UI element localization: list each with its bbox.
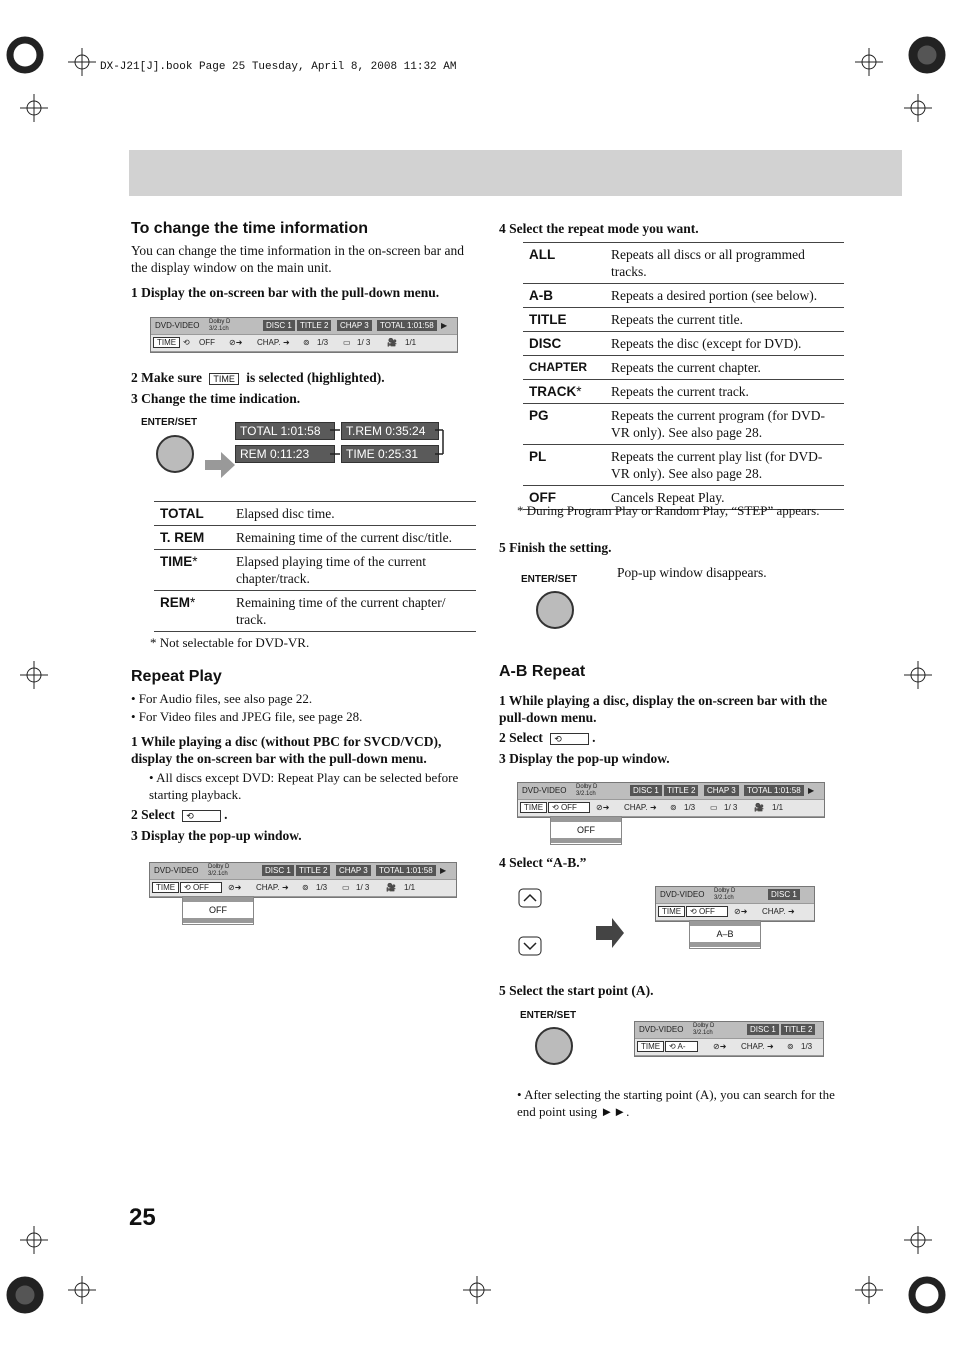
time-step2: 2 Make sure TIME is selected (highlighted). [131, 370, 385, 385]
osd-bar-2: DVD-VIDEO Dolby D 3/2.1ch DISC 1 TITLE 2 CHAP 3 TOTAL 1:01:58 ▶ TIME ⟲ OFF ⊘➜ CHAP. ➜ ⊚ 1/3 ▭ 1/ 3 🎥 1/1 [149, 862, 457, 898]
repeat-bullet2: • For Video files and JPEG file, see page 28. [131, 709, 363, 724]
up-down-buttons-icon [518, 888, 628, 958]
time-info-title: To change the time information [131, 220, 369, 237]
repeat-step2: 2 Select ⟲ . [131, 807, 228, 822]
section-banner [129, 150, 902, 196]
time-footnote: * Not selectable for DVD-VR. [150, 635, 310, 650]
ab-step1: 1 While playing a disc, display the on-screen bar with the pull-down menu. [499, 693, 828, 725]
repeat-step5: 5 Finish the setting. [499, 540, 612, 555]
repeat-title: Repeat Play [131, 668, 222, 685]
popup-off-2: OFF [550, 816, 622, 845]
osd-bar-3: DVD-VIDEO Dolby D 3/2.1ch DISC 1 TITLE 2 CHAP 3 TOTAL 1:01:58 ▶ TIME ⟲ OFF ⊘➜ CHAP. ➜ ⊚ 1/3 ▭ 1/ 3 🎥 1/1 [517, 782, 825, 818]
repeat-step3: 3 Display the pop-up window. [131, 828, 302, 843]
cycle-rem: REM 0:11:23 [235, 445, 335, 463]
time-step1: 1 Display the on-screen bar with the pull-down menu. [131, 285, 440, 300]
repeat-step1-note: • All discs except DVD: Repeat Play can be selected before starting playback. [149, 770, 459, 802]
print-header: DX-J21[J].book Page 25 Tuesday, April 8, 2008 11:32 AM [100, 61, 457, 73]
enter-set-label-3: ENTER/SET [520, 1010, 577, 1021]
popup-ab: A–B [689, 920, 761, 949]
ab-step2: 2 Select ⟲ . [499, 730, 596, 745]
cycle-time: TIME 0:25:31 [341, 445, 439, 463]
time-step3: 3 Change the time indication. [131, 391, 301, 406]
enter-set-button-icon-3 [535, 1027, 573, 1065]
cycle-trem: T.REM 0:35:24 [341, 422, 439, 440]
osd-bar-4: DVD-VIDEO Dolby D 3/2.1ch DISC 1 TIME ⟲ OFF ⊘➜ CHAP. ➜ [655, 886, 815, 922]
page-number: 25 [129, 1204, 156, 1231]
arrow-right-icon [205, 452, 235, 478]
osd-bar-1: DVD-VIDEO Dolby D 3/2.1ch DISC 1 TITLE 2 CHAP 3 TOTAL 1:01:58 ▶ TIME ⟲ OFF ⊘➜ CHAP. ➜ ⊚ 1/3 ▭ 1/ 3 🎥 1/1 [150, 317, 458, 353]
cycle-arrows [320, 420, 450, 470]
repeat-step4: 4 Select the repeat mode you want. [499, 221, 699, 236]
enter-set-button-icon [156, 435, 194, 473]
popup-off-1: OFF [182, 896, 254, 925]
enter-set-label-2: ENTER/SET [521, 574, 578, 585]
popup-disappears: Pop-up window disappears. [617, 565, 767, 580]
ab-note: • After selecting the starting point (A), you can search for the end point using ►►. [517, 1087, 835, 1119]
time-info-intro: You can change the time information in the on-screen bar and the display window on the main unit. [131, 243, 465, 275]
ab-step3: 3 Display the pop-up window. [499, 751, 670, 766]
repeat-step1: 1 While playing a disc (without PBC for SVCD/VCD), display the on-screen bar with the pull-down menu. [131, 734, 442, 766]
osd-bar-5: DVD-VIDEO Dolby D 3/2.1ch DISC 1 TITLE 2 TIME ⟲ A- ⊘➜ CHAP. ➜ ⊚ 1/3 [634, 1021, 824, 1057]
enter-set-button-icon-2 [536, 591, 574, 629]
repeat-bullet1: • For Audio files, see also page 22. [131, 691, 313, 706]
repeat-footnote: * During Program Play or Random Play, “STEP” appears. [517, 503, 820, 518]
time-info-table: TOTAL Elapsed disc time. T. REM Remaining time of the current disc/title. TIME* Elapsed playing time of the current chapter/track. REM* Remaining time of the current chapter/ track. [154, 501, 476, 632]
ab-step4: 4 Select “A-B.” [499, 855, 587, 870]
cycle-total: TOTAL 1:01:58 [235, 422, 335, 440]
ab-step5: 5 Select the start point (A). [499, 983, 654, 998]
enter-set-label: ENTER/SET [141, 417, 198, 428]
repeat-mode-table: ALL Repeats all discs or all programmed tracks. A-B Repeats a desired portion (see below). TITLE Repeats the current title. DISC Repeats the disc (except for DVD). CHAPTER Repeats the current chapter. TRACK* Repeats the current track. PG Repeats the current program (for DVD-VR only). See also page 28. PL Repeats the current play list (for DVD-VR only). See also page 28. OFF Cancels Repeat Play. [523, 242, 844, 510]
ab-title: A-B Repeat [499, 663, 586, 680]
